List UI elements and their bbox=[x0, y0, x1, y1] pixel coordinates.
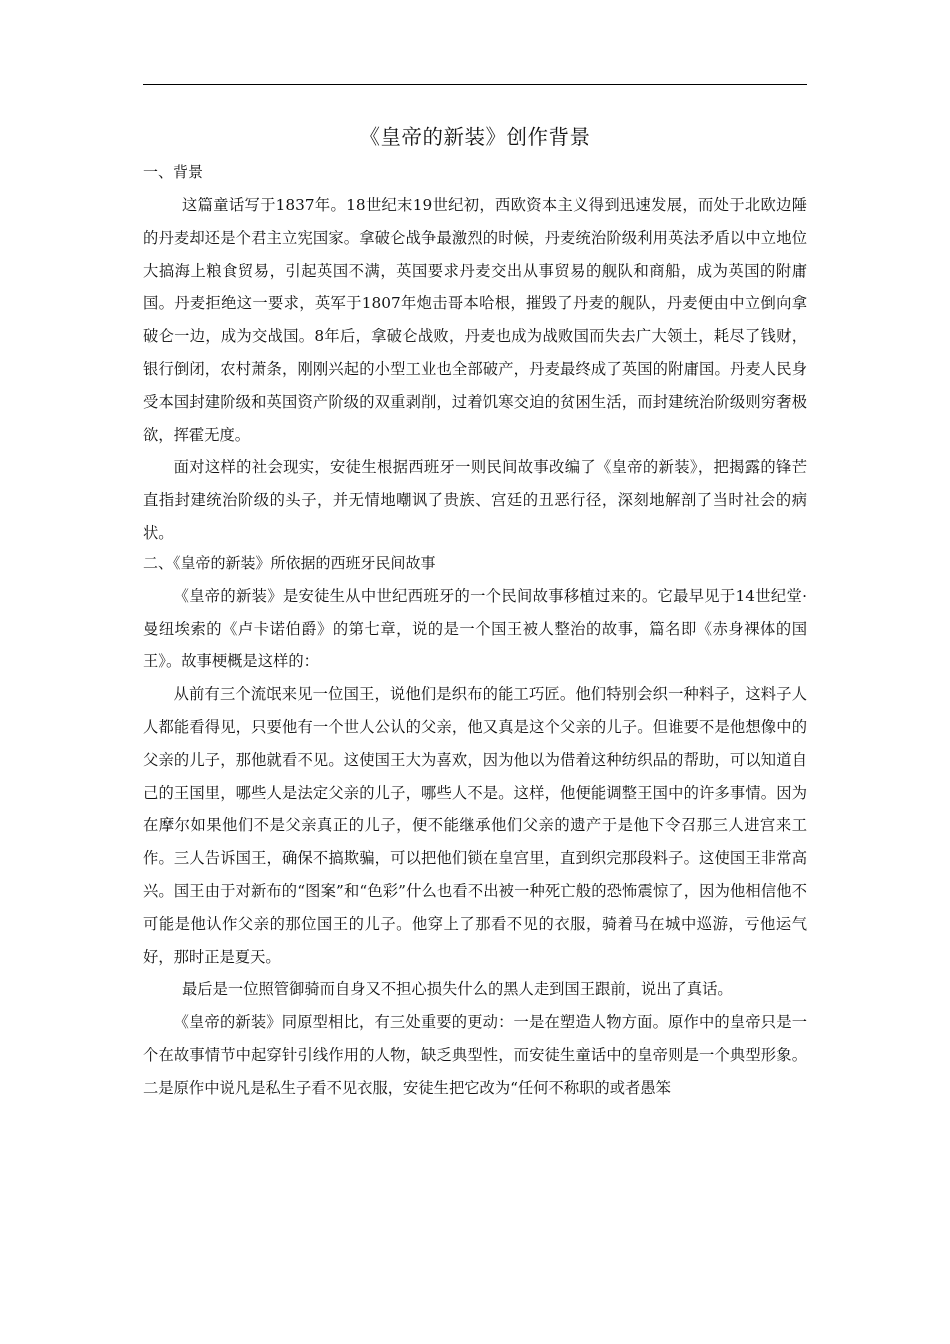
paragraph: 从前有三个流氓来见一位国王，说他们是织布的能工巧匠。他们特别会织一种料子，这料子人人都能看得见，只要他有一个世人公认的父亲，他又真是这个父亲的儿子。但谁要不是他想像中的父亲的儿子，那他就看不见。这使国王大为喜欢，因为他以为借着这种纺织品的帮助，可以知道自己的王国里，哪些人是法定父亲的儿子，哪些人不是。这样，他便能调整王国中的许多事情。因为在摩尔如果他们不是父亲真正的儿子，便不能继承他们父亲的遗产于是他下令召那三人进宫来工作。三人告诉国王，确保不搞欺骗，可以把他们锁在皇宫里，直到织完那段料子。这使国王非常高兴。国王由于对新布的“图案”和“色彩”什么也看不出被一种死亡般的恐怖震惊了，因为他相信他不可能是他认作父亲的那位国王的儿子。他穿上了那看不见的衣服，骑着马在城中巡游，亏他运气好，那时正是夏天。 bbox=[143, 685, 807, 966]
section-spanish-folktale bbox=[143, 550, 807, 1105]
header-rule bbox=[143, 84, 807, 85]
paragraph: 这篇童话写于1837年。18世纪末19世纪初，西欧资本主义得到迅速发展，而处于北欧边陲的丹麦却还是个君主立宪国家。拿破仑战争最激烈的时候，丹麦统治阶级利用英法矛盾以中立地位大搞海上粮食贸易，引起英国不满，英国要求丹麦交出从事贸易的舰队和商船，成为英国的附庸国。丹麦拒绝这一要求，英军于1807年炮击哥本哈根，摧毁了丹麦的舰队，丹麦便由中立倒向拿破仑一边，成为交战国。8年后，拿破仑战败，丹麦也成为战败国而失去广大领土，耗尽了钱财，银行倒闭，农村萧条，刚刚兴起的小型工业也全部破产，丹麦最终成了英国的附庸国。丹麦人民身受本国封建阶级和英国资产阶级的双重剥削，过着饥寒交迫的贫困生活，而封建统治阶级则穷奢极欲，挥霍无度。 bbox=[143, 196, 807, 444]
section-heading: 一、背景 bbox=[143, 163, 204, 181]
document-title: 《皇帝的新装》创作背景 bbox=[359, 125, 591, 149]
section-heading: 二、《皇帝的新装》所依据的西班牙民间故事 bbox=[143, 553, 436, 572]
paragraph: 面对这样的社会现实，安徒生根据西班牙一则民间故事改编了《皇帝的新装》，把揭露的锋芒直指封建统治阶级的头子，并无情地嘲讽了贵族、宫廷的丑恶行径，深刻地解剖了当时社会的病状。 bbox=[143, 458, 807, 542]
paragraph: 《皇帝的新装》同原型相比，有三处重要的更动：一是在塑造人物方面。原作中的皇帝只是一个在故事情节中起穿针引线作用的人物，缺乏典型性，而安徒生童话中的皇帝则是一个典型形象。二是原作中说凡是私生子看不见衣服，安徒生把它改为“任何不称职的或者愚笨 bbox=[143, 1013, 807, 1097]
paragraph: 《皇帝的新装》是安徒生从中世纪西班牙的一个民间故事移植过来的。它最早见于14世纪堂·曼纽埃索的《卢卡诺伯爵》的第七章，说的是一个国王被人整治的故事，篇名即《赤身裸体的国王》。故事梗概是这样的： bbox=[143, 586, 807, 671]
section-background bbox=[143, 159, 807, 550]
document-body bbox=[143, 119, 807, 1105]
paragraph: 最后是一位照管御骑而自身又不担心损失什么的黑人走到国王跟前，说出了真话。 bbox=[182, 980, 733, 999]
